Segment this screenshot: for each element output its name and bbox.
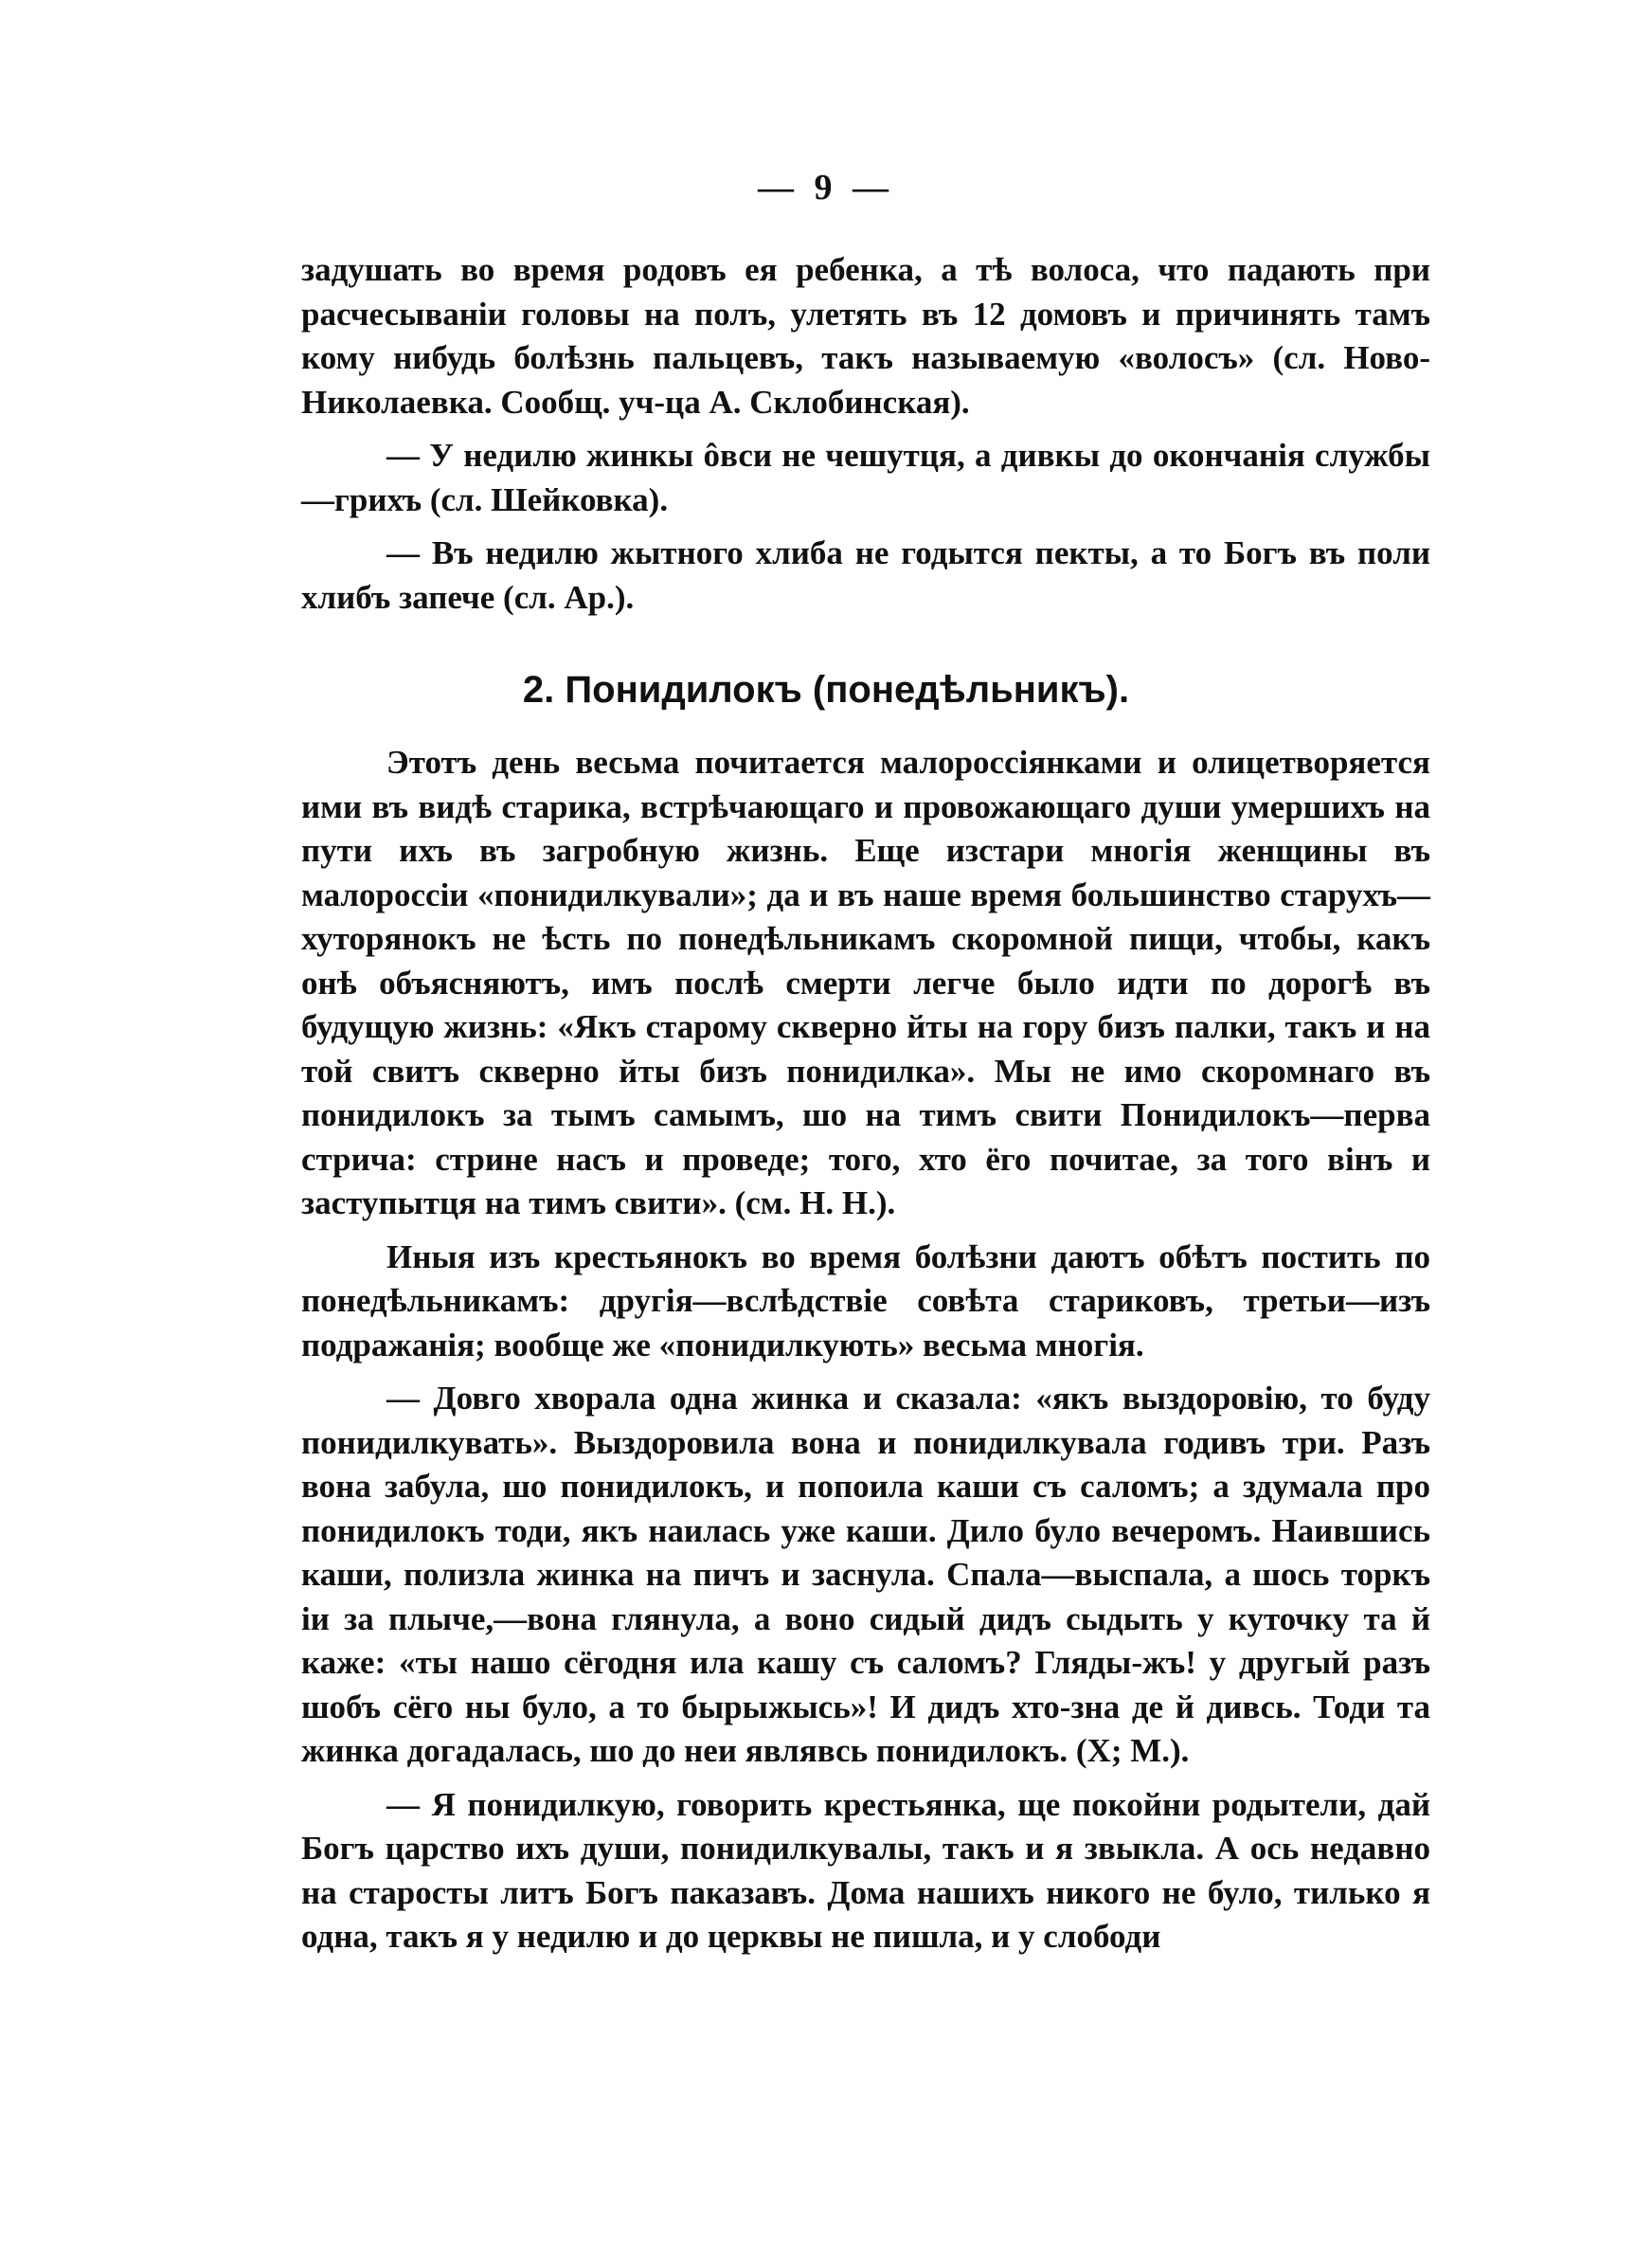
paragraph-continuation: задушать во время родовъ ея ребенка, а тѣ волоса, что падають при расчесываніи головы на полъ, улетять въ 12 домовъ и причинять тамъ кому нибудь болѣзнь пальцевъ, такъ называемую «волосъ» (сл. Ново-Николаевка. Сообщ. уч-ца А. Склобинская).: [301, 251, 1430, 421]
intro-text-block: [301, 248, 1430, 629]
paragraph-monday-intro: Этотъ день весьма почитается малороссіянками и олицетворяется ими въ видѣ старика, встрѣчающаго и провожающаго души умершихъ на пути ихъ въ загробную жизнь. Еще изстари многія женщины въ малороссіи «понидилкували»; да и въ наше время большинство старухъ—хуторянокъ не ѣсть по понедѣльникамъ скоромной пищи, чтобы, какъ онѣ объясняютъ, имъ послѣ смерти легче было идти по дорогѣ въ будущую жизнь: «Якъ старому скверно йты на гору бизъ палки, такъ и на той свитъ скверно йты бизъ понидилка». Мы не имо скоромнаго въ понидилокъ за тымъ самымъ, шо на тимъ свити Понидилокъ—перва стрича: стрине насъ и проведе; того, хто ёго почитае, за того вінъ и заступытця на тимъ свити». (см. Н. Н.).: [301, 744, 1430, 1221]
page-number: — 9 —: [758, 168, 894, 208]
paragraph-sunday-combing: — У недилю жинкы ôвси не чешутця, а дивкы до окончанія службы—грихъ (сл. Шейковка).: [301, 437, 1430, 518]
section-heading: 2. Понидилокъ (понедѣльникъ).: [522, 669, 1130, 711]
paragraph-sunday-bread: — Въ недилю жытного хлиба не годытся пекты, а то Богъ въ поли хлибъ запече (сл. Ар.).: [301, 534, 1430, 616]
paragraph-monday-testimony: — Я понидилкую, говорить крестьянка, ще покойни родытели, дай Богъ царство ихъ души, понидилкувалы, такъ и я звыкла. А ось недавно на старосты литъ Богъ паказавъ. Дома нашихъ никого не було, тилько я одна, такъ я у недилю и до церквы не пишла, и у слободи: [301, 1785, 1430, 1955]
section-text-block: [301, 741, 1430, 1969]
paragraph-monday-vows: Иныя изъ крестьянокъ во время болѣзни даютъ обѣтъ постить по понедѣльникамъ: другія—вслѣдствіе совѣта стариковъ, третьи—изъ подражанія; вообще же «понидилкують» весьма многія.: [301, 1237, 1430, 1363]
paragraph-monday-story: — Довго хворала одна жинка и сказала: «якъ выздоровію, то буду понидилкувать». Выздоровила вона и понидилкувала годивъ три. Разъ вона забула, шо понидилокъ, и попоила каши съ саломъ; а здумала про понидилокъ тоди, якъ наилась уже каши. Дило було вечеромъ. Наившись каши, полизла жинка на пичъ и заснула. Спала—выспала, а шось торкъ іи за плыче,—вона глянула, а воно сидый дидъ сыдыть у куточку та й каже: «ты нашо сёгодня ила кашу съ саломъ? Гляды-жъ! у другый разъ шобъ сёго ны було, а то бырыжысь»! И дидъ хто-зна де й дивсь. Тоди та жинка догадалась, шо до неи являвсь понидилокъ. (Х; М.).: [301, 1380, 1430, 1769]
